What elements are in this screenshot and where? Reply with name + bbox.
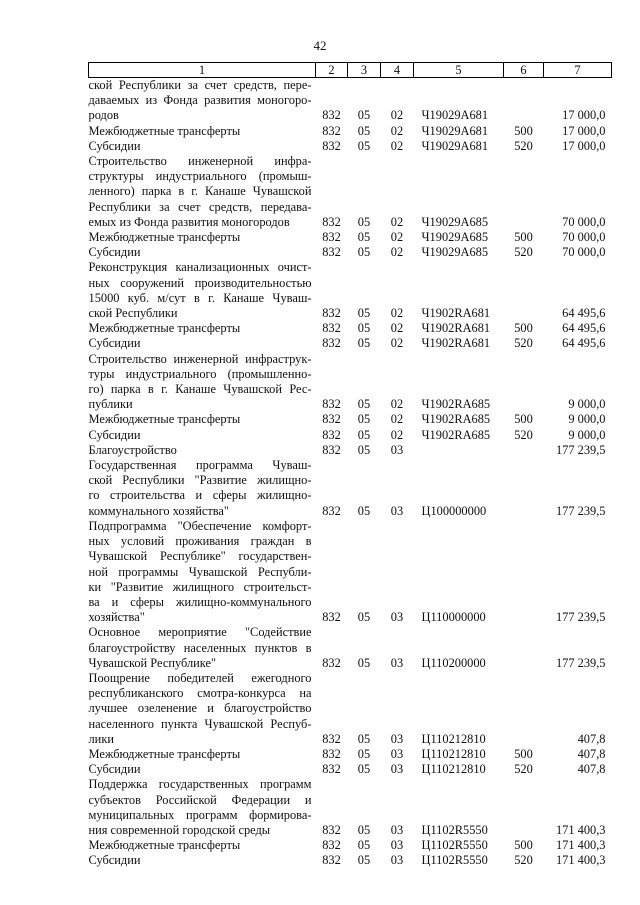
amount-cell: 407,8	[577, 746, 606, 761]
target-article-cell	[414, 443, 504, 458]
item-name-line: населенного пункта Чувашской Респуб-	[88, 716, 312, 731]
expense-type-cell: 520	[514, 138, 533, 153]
subsection-cell: 03	[390, 503, 404, 518]
item-name-line: го строительства и сферы жилищно-	[88, 488, 312, 503]
ministry-code-cell: 832	[322, 214, 341, 229]
target-article-cell: Ц110212810	[421, 746, 486, 761]
expense-type-cell: 500	[514, 838, 533, 853]
item-name-cell	[89, 671, 316, 747]
ministry-code-cell: 832	[322, 731, 341, 746]
table-row	[89, 124, 612, 139]
table-row	[89, 853, 612, 868]
section-cell: 05	[357, 655, 371, 670]
item-name-line: лучшее озеленение и благоустройство	[88, 701, 312, 716]
expense-type-cell	[504, 777, 544, 838]
ministry-code-cell: 832	[322, 138, 341, 153]
table-row	[89, 777, 612, 838]
item-name-cell	[89, 519, 316, 625]
table-row	[89, 412, 612, 427]
item-name-line: родов	[88, 108, 119, 123]
section-cell: 05	[357, 245, 371, 260]
item-name-line: Межбюджетные трансферты	[88, 123, 241, 138]
subsection-cell: 02	[390, 108, 404, 123]
subsection-cell: 02	[390, 245, 404, 260]
target-article-cell: Ц100000000	[421, 503, 487, 518]
subsection-cell: 03	[390, 442, 404, 457]
ministry-code-cell: 832	[322, 746, 341, 761]
section-cell: 05	[357, 838, 371, 853]
item-name-line: ва и сферы жилищно-коммунального	[88, 594, 312, 609]
ministry-code-cell: 832	[322, 838, 341, 853]
item-name-cell	[89, 747, 316, 762]
item-name-line: Государственная программа Чуваш-	[88, 458, 312, 473]
amount-cell: 177 239,5	[555, 442, 606, 457]
table-row	[89, 458, 612, 519]
item-name-line: Межбюджетные трансферты	[88, 230, 241, 245]
amount-cell: 171 400,3	[555, 853, 606, 868]
amount-cell: 64 495,6	[562, 321, 606, 336]
header-col-7: 7	[544, 63, 612, 78]
amount-cell: 177 239,5	[555, 503, 606, 518]
table-row	[89, 519, 612, 625]
header-col-5: 5	[414, 63, 504, 78]
subsection-cell: 03	[390, 838, 404, 853]
item-name-line: Межбюджетные трансферты	[88, 321, 241, 336]
target-article-cell: Ц1102R5550	[421, 822, 488, 837]
item-name-line: субъектов Российской Федерации и	[88, 792, 312, 807]
expense-type-cell	[504, 443, 544, 458]
item-name-line: ния современной городской среды	[88, 822, 271, 837]
item-name-line: коммунального хозяйства"	[88, 503, 229, 518]
item-name-cell	[89, 124, 316, 139]
section-cell: 05	[357, 138, 371, 153]
item-name-line: 15000 куб. м/сут в г. Канаше Чуваш-	[88, 290, 312, 305]
header-col-1: 1	[89, 63, 316, 78]
item-name-line: ской Республики	[88, 306, 178, 321]
subsection-cell: 02	[390, 230, 404, 245]
expense-type-cell	[504, 154, 544, 230]
section-cell: 05	[357, 321, 371, 336]
table-row	[89, 747, 612, 762]
table-row	[89, 428, 612, 443]
ministry-code-cell: 832	[322, 853, 341, 868]
amount-cell: 171 400,3	[555, 822, 606, 837]
ministry-code-cell: 832	[322, 762, 341, 777]
subsection-cell: 02	[390, 321, 404, 336]
amount-cell: 9 000,0	[568, 412, 606, 427]
section-cell: 05	[357, 762, 371, 777]
section-cell: 05	[357, 230, 371, 245]
table-row	[89, 336, 612, 351]
target-article-cell: Ч1902RA685	[421, 397, 491, 412]
item-name-cell	[89, 428, 316, 443]
amount-cell: 17 000,0	[562, 138, 606, 153]
header-col-2: 2	[316, 63, 348, 78]
ministry-code-cell: 832	[322, 397, 341, 412]
table-row	[89, 230, 612, 245]
subsection-cell: 02	[390, 397, 404, 412]
item-name-cell	[89, 412, 316, 427]
expense-type-cell: 520	[514, 762, 533, 777]
item-name-line: благоустройству населенных пунктов в	[88, 640, 312, 655]
ministry-code-cell: 832	[322, 412, 341, 427]
expense-type-cell: 520	[514, 245, 533, 260]
amount-cell: 9 000,0	[568, 397, 606, 412]
item-name-line: емых из Фонда развития моногородов	[88, 214, 290, 229]
subsection-cell: 03	[390, 762, 404, 777]
target-article-cell: Ч19029А681	[421, 108, 489, 123]
item-name-cell	[89, 443, 316, 458]
subsection-cell: 03	[390, 731, 404, 746]
ministry-code-cell: 832	[322, 245, 341, 260]
table-row	[89, 625, 612, 671]
amount-cell: 70 000,0	[562, 230, 606, 245]
target-article-cell: Ч1902RA681	[421, 321, 491, 336]
section-cell: 05	[357, 397, 371, 412]
table-row	[89, 154, 612, 230]
item-name-cell	[89, 154, 316, 230]
item-name-line: Межбюджетные трансферты	[88, 838, 241, 853]
ministry-code-cell: 832	[322, 336, 341, 351]
subsection-cell: 03	[390, 610, 404, 625]
item-name-line: республиканского смотра-конкурса на	[88, 686, 312, 701]
item-name-line: Республики за счет средств, передава-	[88, 199, 312, 214]
ministry-code-cell: 832	[322, 427, 341, 442]
table-row	[89, 245, 612, 260]
subsection-cell: 02	[390, 306, 404, 321]
expense-type-cell	[504, 519, 544, 625]
item-name-cell	[89, 78, 316, 124]
expense-type-cell: 500	[514, 230, 533, 245]
target-article-cell: Ч1902RA681	[421, 306, 491, 321]
ministry-code-cell: 832	[322, 306, 341, 321]
section-cell: 05	[357, 746, 371, 761]
amount-cell: 171 400,3	[555, 838, 606, 853]
target-article-cell: Ч19029А681	[421, 138, 489, 153]
item-name-cell	[89, 230, 316, 245]
item-name-line: Субсидии	[88, 853, 141, 868]
section-cell: 05	[357, 853, 371, 868]
table-row	[89, 671, 612, 747]
expense-type-cell	[504, 671, 544, 747]
expense-type-cell: 520	[514, 427, 533, 442]
budget-table	[88, 62, 612, 869]
table-row	[89, 260, 612, 321]
section-cell: 05	[357, 108, 371, 123]
ministry-code-cell: 832	[322, 108, 341, 123]
item-name-line: туры индустриального (промышленно-	[88, 366, 312, 381]
subsection-cell: 02	[390, 427, 404, 442]
target-article-cell: Ч19029А685	[421, 245, 489, 260]
amount-cell: 64 495,6	[562, 336, 606, 351]
expense-type-cell	[504, 260, 544, 321]
subsection-cell: 03	[390, 746, 404, 761]
item-name-cell	[89, 458, 316, 519]
table-row	[89, 321, 612, 336]
item-name-line: Межбюджетные трансферты	[88, 746, 241, 761]
item-name-line: Субсидии	[88, 336, 141, 351]
item-name-line: Субсидии	[88, 245, 141, 260]
expense-type-cell: 520	[514, 853, 533, 868]
subsection-cell: 02	[390, 336, 404, 351]
section-cell: 05	[357, 731, 371, 746]
section-cell: 05	[357, 503, 371, 518]
item-name-cell	[89, 245, 316, 260]
subsection-cell: 02	[390, 123, 404, 138]
section-cell: 05	[357, 412, 371, 427]
item-name-line: ных сооружений производительностью	[88, 275, 312, 290]
item-name-line: Субсидии	[88, 138, 141, 153]
item-name-line: Строительство инженерной инфра-	[88, 154, 312, 169]
item-name-line: Чувашской Республике" государствен-	[88, 549, 312, 564]
item-name-line: ленного) парка в г. Канаше Чувашской	[88, 184, 312, 199]
amount-cell: 407,8	[577, 731, 606, 746]
item-name-cell	[89, 321, 316, 336]
target-article-cell: Ч1902RA681	[421, 336, 491, 351]
section-cell: 05	[357, 822, 371, 837]
item-name-line: го) парка в г. Канаше Чувашской Рес-	[88, 382, 312, 397]
item-name-line: Поддержка государственных программ	[88, 777, 312, 792]
subsection-cell: 02	[390, 412, 404, 427]
table-row	[89, 352, 612, 413]
header-col-4: 4	[381, 63, 414, 78]
section-cell: 05	[357, 442, 371, 457]
item-name-line: Подпрограмма "Обеспечение комфорт-	[88, 518, 312, 533]
ministry-code-cell: 832	[322, 822, 341, 837]
item-name-line: лики	[88, 731, 114, 746]
ministry-code-cell: 832	[322, 655, 341, 670]
amount-cell: 17 000,0	[562, 123, 606, 138]
item-name-cell	[89, 853, 316, 868]
item-name-line: даваемых из Фонда развития моногоро-	[88, 93, 312, 108]
item-name-cell	[89, 762, 316, 777]
amount-cell: 17 000,0	[562, 108, 606, 123]
item-name-line: муниципальных программ формирова-	[88, 807, 312, 822]
target-article-cell: Ч1902RA685	[421, 412, 491, 427]
target-article-cell: Ц1102R5550	[421, 838, 488, 853]
target-article-cell: Ц110000000	[421, 610, 486, 625]
item-name-line: ки "Развитие жилищного строительст-	[88, 579, 312, 594]
subsection-cell: 02	[390, 138, 404, 153]
table-row	[89, 838, 612, 853]
item-name-line: структуры индустриального (промыш-	[88, 169, 312, 184]
target-article-cell: Ц110212810	[421, 762, 486, 777]
section-cell: 05	[357, 427, 371, 442]
item-name-cell	[89, 838, 316, 853]
item-name-cell	[89, 260, 316, 321]
item-name-line: Основное мероприятие "Содействие	[88, 625, 312, 640]
table-row	[89, 78, 612, 124]
item-name-line: Межбюджетные трансферты	[88, 412, 241, 427]
expense-type-cell: 520	[514, 336, 533, 351]
section-cell: 05	[357, 336, 371, 351]
subsection-cell: 02	[390, 214, 404, 229]
amount-cell: 64 495,6	[562, 306, 606, 321]
expense-type-cell: 500	[514, 746, 533, 761]
item-name-line: хозяйства"	[88, 610, 145, 625]
expense-type-cell: 500	[514, 123, 533, 138]
expense-type-cell	[504, 625, 544, 671]
item-name-line: Чувашской Республике"	[88, 655, 217, 670]
item-name-cell	[89, 625, 316, 671]
item-name-line: Строительство инженерной инфраструк-	[88, 351, 312, 366]
header-col-6: 6	[504, 63, 544, 78]
item-name-line: Реконструкция канализационных очист-	[88, 260, 312, 275]
item-name-line: Благоустройство	[88, 442, 177, 457]
table-row	[89, 139, 612, 154]
subsection-cell: 03	[390, 822, 404, 837]
ministry-code-cell: 832	[322, 503, 341, 518]
ministry-code-cell: 832	[322, 321, 341, 336]
expense-type-cell	[504, 352, 544, 413]
item-name-cell	[89, 352, 316, 413]
item-name-line: Поощрение победителей ежегодного	[88, 670, 312, 685]
amount-cell: 70 000,0	[562, 214, 606, 229]
page-number: 42	[313, 38, 327, 53]
ministry-code-cell: 832	[322, 123, 341, 138]
section-cell: 05	[357, 214, 371, 229]
ministry-code-cell: 832	[322, 230, 341, 245]
table-row	[89, 762, 612, 777]
subsection-cell: 03	[390, 853, 404, 868]
expense-type-cell	[504, 458, 544, 519]
item-name-line: ской Республики за счет средств, пере-	[88, 78, 312, 92]
target-article-cell: Ц110212810	[421, 731, 486, 746]
item-name-line: ной программы Чувашской Республи-	[88, 564, 312, 579]
target-article-cell: Ч1902RA685	[421, 427, 491, 442]
section-cell: 05	[357, 610, 371, 625]
target-article-cell: Ц1102R5550	[421, 853, 488, 868]
amount-cell: 9 000,0	[568, 427, 606, 442]
header-col-3: 3	[348, 63, 381, 78]
target-article-cell: Ч19029А681	[421, 123, 489, 138]
item-name-line: Субсидии	[88, 427, 141, 442]
target-article-cell: Ц110200000	[421, 655, 486, 670]
header-row	[89, 63, 612, 78]
expense-type-cell: 500	[514, 412, 533, 427]
amount-cell: 177 239,5	[555, 610, 606, 625]
table-row	[89, 443, 612, 458]
ministry-code-cell: 832	[322, 442, 341, 457]
expense-type-cell	[504, 78, 544, 124]
expense-type-cell: 500	[514, 321, 533, 336]
subsection-cell: 03	[390, 655, 404, 670]
item-name-line: публики	[88, 397, 133, 412]
item-name-cell	[89, 139, 316, 154]
target-article-cell: Ч19029А685	[421, 230, 489, 245]
item-name-cell	[89, 777, 316, 838]
item-name-line: Субсидии	[88, 762, 141, 777]
item-name-cell	[89, 336, 316, 351]
item-name-line: ской Республики "Развитие жилищно-	[88, 473, 312, 488]
amount-cell: 407,8	[577, 762, 606, 777]
amount-cell: 70 000,0	[562, 245, 606, 260]
target-article-cell: Ч19029А685	[421, 214, 489, 229]
item-name-line: ных условий проживания граждан в	[88, 534, 312, 549]
ministry-code-cell: 832	[322, 610, 341, 625]
section-cell: 05	[357, 306, 371, 321]
section-cell: 05	[357, 123, 371, 138]
table-body	[89, 78, 612, 869]
amount-cell: 177 239,5	[555, 655, 606, 670]
